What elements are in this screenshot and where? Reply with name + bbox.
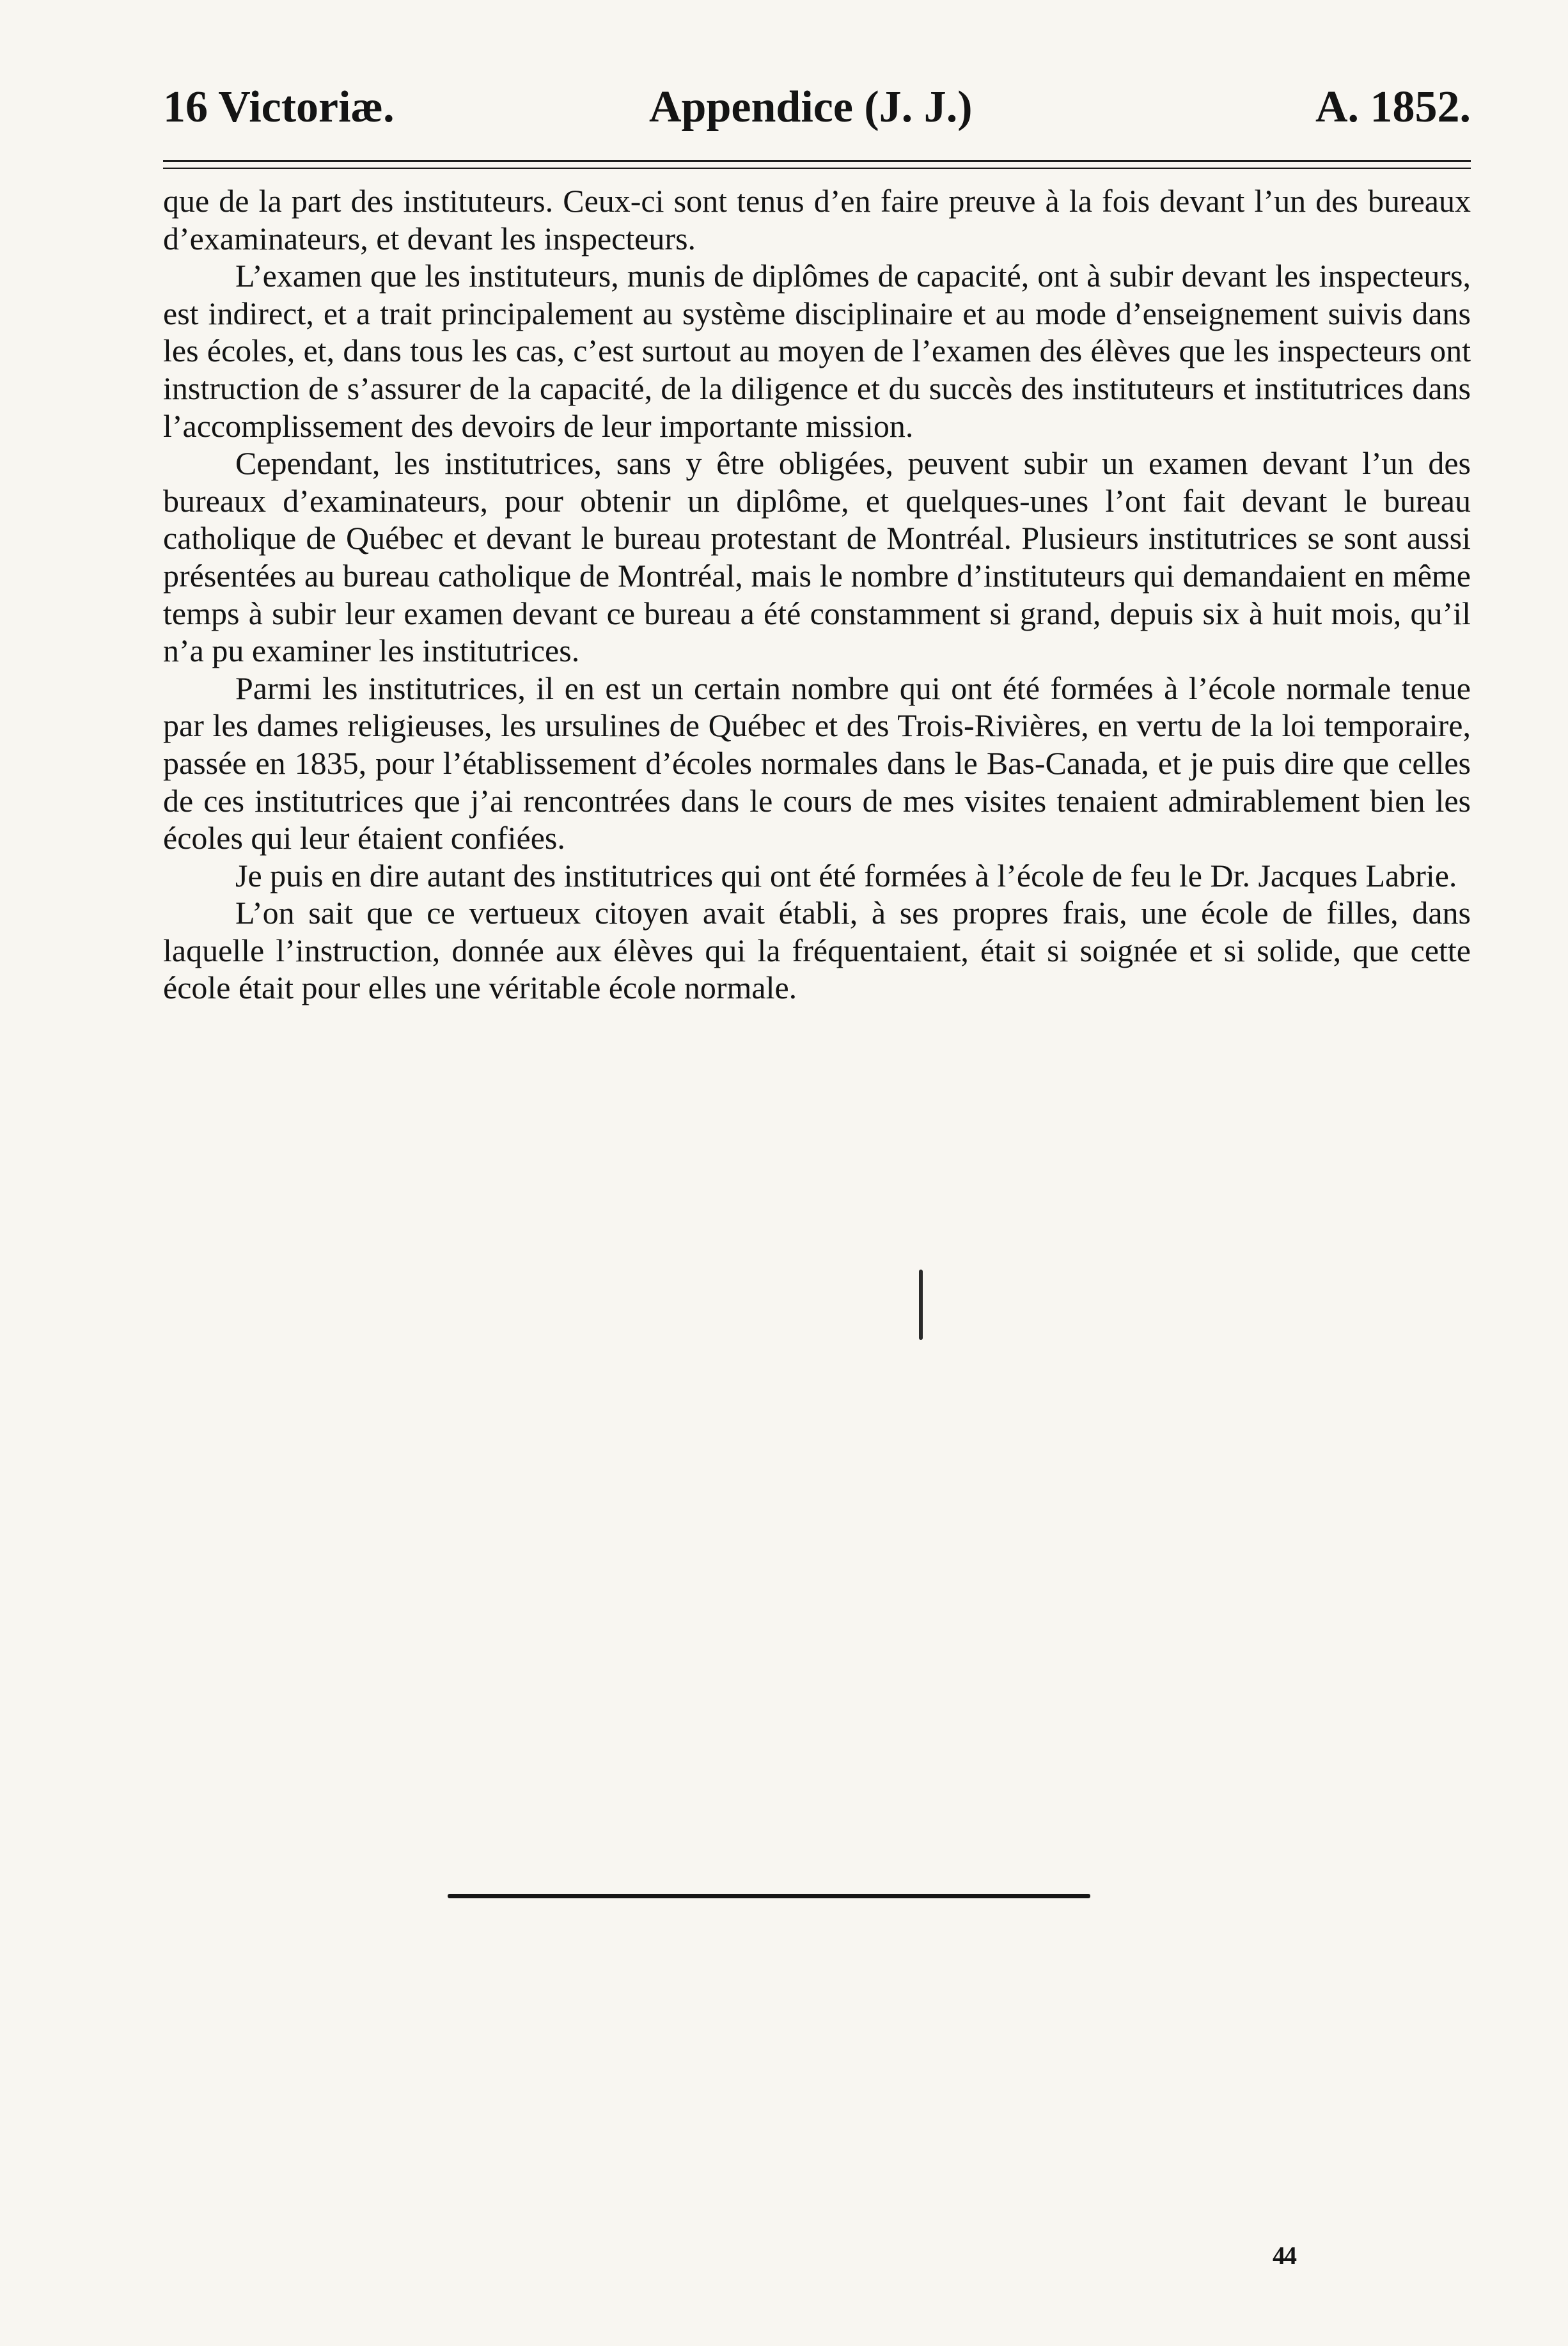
paragraph: Je puis en dire autant des institutrices qui ont été formées à l’école de feu le Dr. Jacques Labrie.	[235, 857, 1457, 894]
paragraph: Cependant, les institutrices, sans y être obligées, peuvent subir un examen devant l’un des bureaux d’examinateurs, pour obtenir un diplôme, et quelques-unes l’ont fait devant le bureau catholique de Québec et devant le bureau protestant de Montréal. Plusieurs institutrices se sont aussi présentées au bureau catholique de Montréal, mais le nombre d’instituteurs qui demandaient en même temps à subir leur examen devant ce bureau a été constamment si grand, depuis six à huit mois, qu’il n’a pu examiner les institutrices.	[163, 445, 1471, 669]
paragraph: L’examen que les instituteurs, munis de diplômes de capacité, ont à subir devant les inspecteurs, est indirect, et a trait principalement au système disciplinaire et au mode d’enseignement suivis dans les écoles, et, dans tous les cas, c’est surtout au moyen de l’examen des élèves que les inspecteurs ont instruction de s’assurer de la capacité, de la diligence et du succès des instituteurs et institutrices dans l’accomplissement des devoirs de leur importante mission.	[163, 258, 1471, 444]
header-rule-lower	[163, 168, 1471, 169]
page-number: 44	[1273, 2241, 1296, 2270]
running-head	[163, 75, 1471, 139]
header-year: A. 1852.	[1315, 83, 1471, 132]
paragraph-continuation: que de la part des instituteurs. Ceux-ci sont tenus d’en faire preuve à la fois devant l’un des bureaux d’examinateurs, et devant les inspecteurs.	[163, 183, 1471, 256]
paragraph: L’on sait que ce vertueux citoyen avait établi, à ses propres frais, une école de filles, dans laquelle l’instruction, donnée aux élèves qui la fréquentaient, était si soignée et si solide, que cette école était pour elles une véritable école normale.	[163, 895, 1471, 1006]
header-session: 16 Victoriæ.	[163, 83, 395, 132]
stray-ink-mark	[919, 1270, 923, 1340]
header-appendix: Appendice (J. J.)	[649, 83, 973, 132]
body-text	[163, 182, 1471, 1007]
header-rule-upper	[163, 160, 1471, 162]
paragraph: Parmi les institutrices, il en est un certain nombre qui ont été formées à l’école normale tenue par les dames religieuses, les ursulines de Québec et des Trois-Rivières, en vertu de la loi temporaire, passée en 1835, pour l’établissement d’écoles normales dans le Bas-Canada, et je puis dire que celles de ces institutrices que j’ai rencontrées dans le cours de mes visites tenaient admirablement bien les écoles qui leur étaient confiées.	[163, 670, 1471, 856]
closing-rule	[448, 1894, 1090, 1898]
